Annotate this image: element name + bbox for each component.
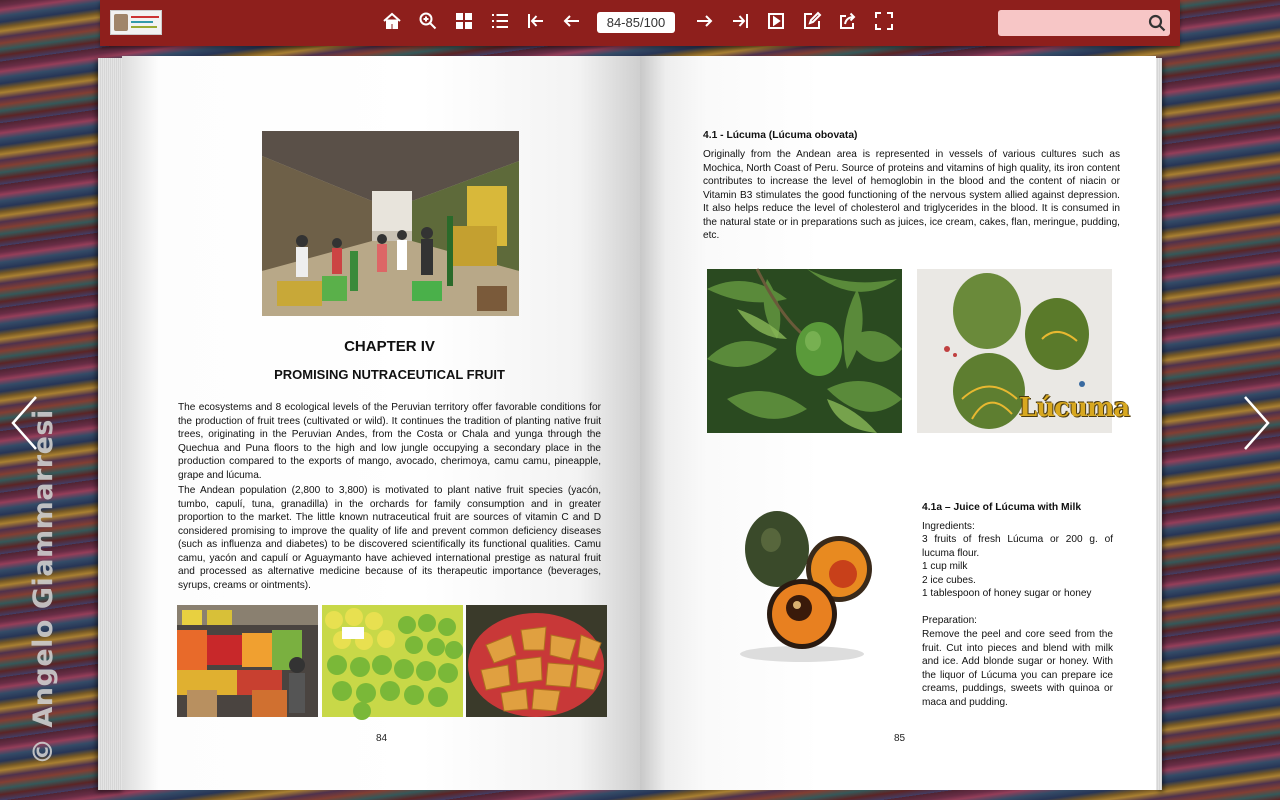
autoplay-button[interactable]	[764, 11, 788, 35]
copyright-watermark: © Angelo Giammarresi	[28, 409, 59, 765]
first-page-icon	[526, 11, 546, 36]
list-icon	[490, 11, 510, 36]
fullscreen-icon	[874, 11, 894, 36]
ingredient-item: 2 ice cubes.	[922, 575, 976, 586]
publisher-logo[interactable]	[110, 10, 162, 35]
home-button[interactable]	[380, 11, 404, 35]
page-stack-left	[98, 58, 124, 790]
chapter-title: PROMISING NUTRACEUTICAL FRUIT	[274, 367, 505, 382]
arrow-right-icon	[694, 11, 714, 36]
search-input[interactable]	[998, 10, 1143, 36]
lucuma-fruits-photo	[917, 269, 1130, 433]
lucuma-tree-photo	[707, 269, 902, 433]
starfruit-photo	[466, 605, 607, 717]
citrus-photo	[322, 605, 463, 717]
preparation-label: Preparation:	[922, 615, 977, 626]
ingredient-item: 3 fruits of fresh Lúcuma or 200 g. of lucuma flour.	[922, 534, 1113, 559]
page-indicator[interactable]: 84-85/100	[597, 12, 675, 33]
search-box	[998, 10, 1170, 36]
home-icon	[382, 11, 402, 36]
zoom-in-icon	[418, 11, 438, 36]
ingredients-label: Ingredients:	[922, 521, 975, 532]
chapter-number: CHAPTER IV	[344, 338, 435, 355]
next-page-button[interactable]	[692, 11, 716, 35]
chevron-right-icon	[1241, 438, 1271, 455]
preparation-text: Remove the peel and core seed from the fruit. Cut into pieces and blend with milk and ice. Add blonde sugar or honey. With the liquor of Lúcuma you can prepare ice creams, puddings, sweets with quinoa or maca and pudding.	[922, 629, 1113, 708]
market-photo	[262, 131, 519, 316]
fullscreen-button[interactable]	[872, 11, 896, 35]
play-icon	[766, 11, 786, 36]
thumbnails-button[interactable]	[452, 11, 476, 35]
left-page[interactable]	[122, 56, 640, 790]
page-number-right: 85	[894, 733, 906, 744]
cut-lucuma-illustration	[727, 504, 877, 664]
fruit-stall-photo	[177, 605, 318, 717]
share-icon	[838, 11, 858, 36]
section-heading: 4.1 - Lúcuma (Lúcuma obovata)	[703, 130, 858, 141]
chevron-left-icon	[10, 438, 40, 455]
page-number-left: 84	[376, 733, 388, 744]
toolbar	[100, 0, 1180, 46]
chapter-intro-paragraph-2: The Andean population (2,800 to 3,800) is motivated to plant native fruit species (yacón, tumbo, capulí, tuna, granadilla) in the orchards for family consumption and in greater proportion to the market. The little known nutraceutical fruit are sources of vitamin C and D considered promising to improve the quality of life and prevent common deficiency diseases (such as influenza and diabetes) to be discovered scientifically its functional qualities. Camu camu, yacón and capulí or Aguaymanto have achieved international prestige as natural fruit and processed as alternative medicine because of its therapeutic importance (beverages, syrups, creams or ointments).	[178, 485, 601, 591]
recipe-title: 4.1a – Juice of Lúcuma with Milk	[922, 502, 1082, 513]
table-of-contents-button[interactable]	[488, 11, 512, 35]
page-stack-right	[1156, 58, 1162, 790]
previous-page-arrow[interactable]	[10, 395, 40, 451]
grid-icon	[454, 11, 474, 36]
share-button[interactable]	[836, 11, 860, 35]
zoom-in-button[interactable]	[416, 11, 440, 35]
lucuma-description: Originally from the Andean area is represented in vessels of various cultures such as Mochica, North Coast of Peru. Source of proteins and vitamins of high quality, its iron content contributes to increase the level of hemoglobin in the blood and the content of niacin or Vitamin B3 stimulates the good functioning of the nervous system allied against depression. It also helps reduce the level of cholesterol and triglycerides in the blood. It is consumed in the natural state or in preparations such as juices, ice cream, cakes, flan, meringue, pudding, etc.	[703, 149, 1120, 241]
last-page-icon	[730, 11, 750, 36]
next-page-arrow[interactable]	[1241, 395, 1271, 451]
edit-icon	[802, 11, 822, 36]
previous-page-button[interactable]	[560, 11, 584, 35]
search-icon[interactable]	[1147, 13, 1167, 33]
right-page[interactable]	[640, 56, 1156, 790]
arrow-left-icon	[562, 11, 582, 36]
last-page-button[interactable]	[728, 11, 752, 35]
first-page-button[interactable]	[524, 11, 548, 35]
annotate-button[interactable]	[800, 11, 824, 35]
ingredient-item: 1 tablespoon of honey sugar or honey	[922, 588, 1092, 599]
ingredient-item: 1 cup milk	[922, 561, 968, 572]
flipbook	[98, 56, 1162, 790]
chapter-intro-paragraph-1: The ecosystems and 8 ecological levels of the Peruvian territory offer favorable conditions for the production of fruit trees (cultivated or wild). It continues the tradition of planting native fruit trees, originating in the Peruvian Andes, from the Costa or Chala and yunga through the Quechua and Puna floors to the high and low jungle occupying a secondary place in the production compared to the exports of mango, avocado, cherimoya, camu camu, pineapple, grape and lúcuma.	[178, 402, 601, 481]
lucuma-photo-caption: Lúcuma	[1019, 393, 1130, 423]
